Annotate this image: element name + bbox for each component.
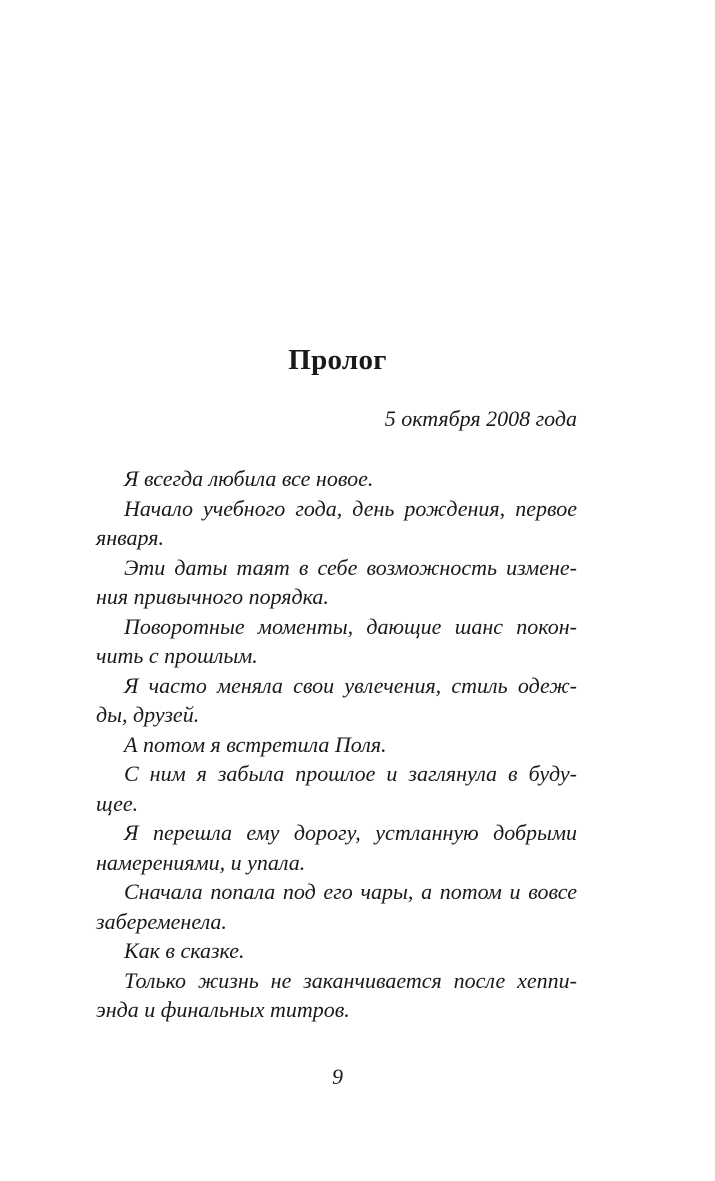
- paragraph: [96, 671, 577, 730]
- text-line: А потом я встретила Поля.: [124, 731, 387, 757]
- paragraph: [96, 730, 577, 760]
- page-number: 9: [332, 1064, 343, 1089]
- text-line: намерениями, и упала.: [96, 849, 306, 875]
- chapter-title: Пролог: [288, 344, 387, 376]
- text-line: забеременела.: [96, 908, 227, 934]
- text-line: С ним я забыла прошлое и заглянула в буду-: [124, 761, 577, 786]
- text-line: Начало учебного года, день рождения, первое: [124, 495, 577, 521]
- text-line: чить с прошлым.: [96, 643, 258, 668]
- paragraph: [96, 553, 577, 612]
- paragraph: [96, 936, 577, 966]
- paragraph: [96, 464, 577, 494]
- text-line: Я часто меняла свои увлечения, стиль одеж-: [124, 672, 577, 698]
- paragraph: [96, 966, 577, 1025]
- text-line: ния привычного порядка.: [96, 584, 329, 609]
- paragraph: [96, 759, 577, 818]
- text-line: Только жизнь не заканчивается после хеппи-: [124, 967, 577, 993]
- text-line: Поворотные моменты, дающие шанс покон-: [124, 613, 577, 639]
- text-line: щее.: [96, 790, 139, 816]
- chapter-date: 5 октября 2008 года: [384, 406, 577, 431]
- text-line: Эти даты таят в себе возможность измене-: [124, 554, 577, 580]
- text-line: энда и финальных титров.: [96, 997, 350, 1022]
- chapter-body: [96, 464, 577, 1025]
- text-line: Сначала попала под его чары, а потом и вовсе: [124, 879, 577, 904]
- text-line: января.: [96, 525, 164, 550]
- paragraph: [96, 877, 577, 936]
- paragraph: [96, 818, 577, 877]
- paragraph: [96, 494, 577, 553]
- text-line: Как в сказке.: [124, 938, 245, 963]
- text-line: Я перешла ему дорогу, устланную добрыми: [124, 820, 577, 845]
- text-line: ды, друзей.: [96, 702, 200, 727]
- text-line: Я всегда любила все новое.: [124, 466, 374, 491]
- paragraph: [96, 612, 577, 671]
